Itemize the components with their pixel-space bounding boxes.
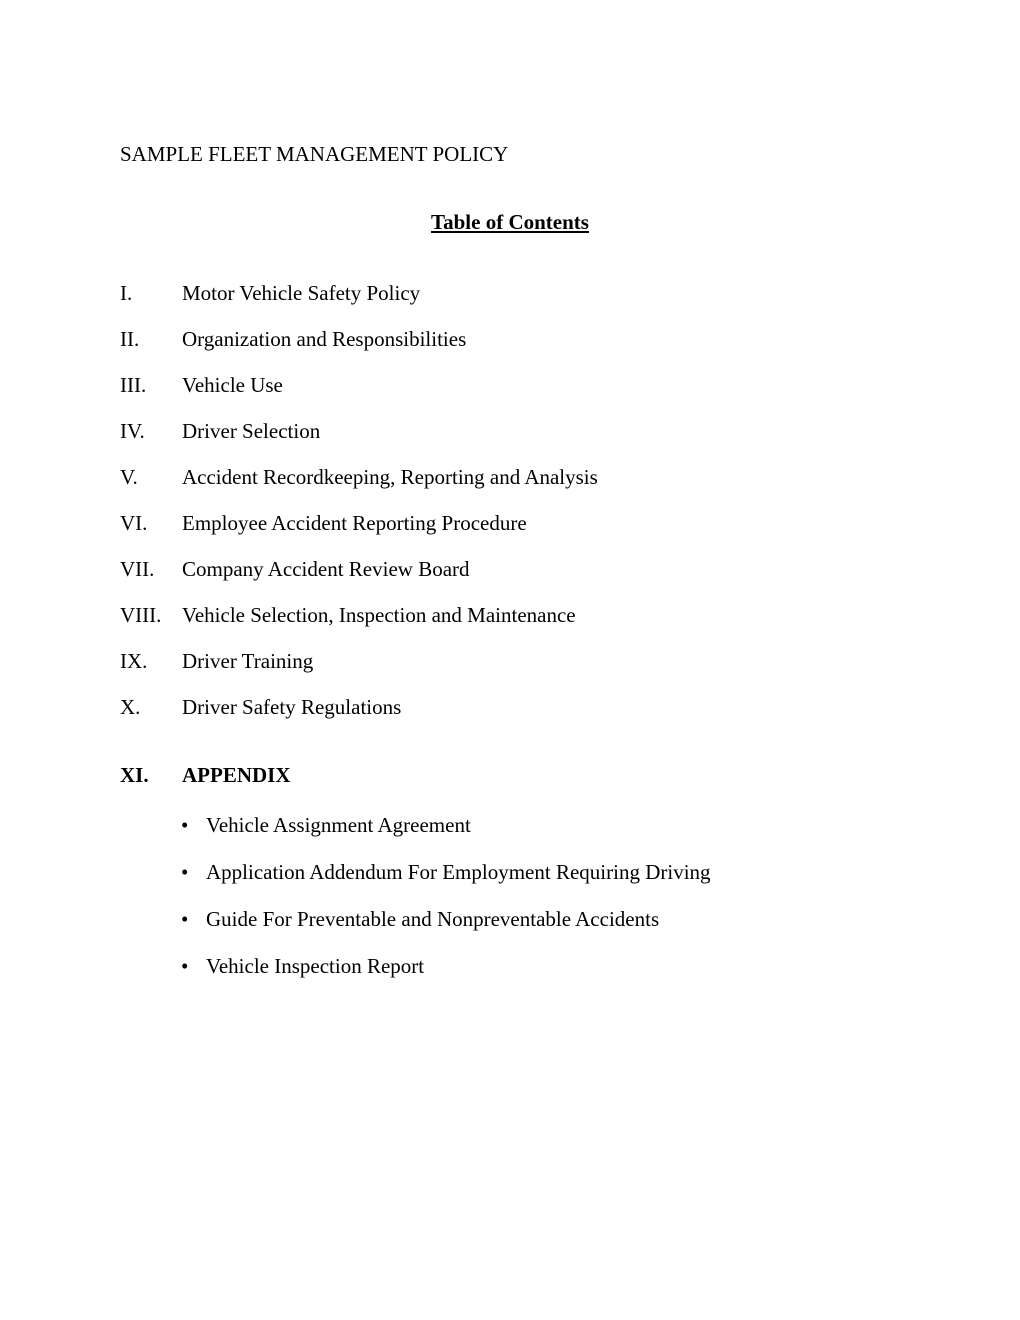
appendix-bullet-item [181, 811, 900, 839]
toc-item-title: Vehicle Use [182, 373, 283, 397]
document-content [120, 0, 900, 980]
toc-item [120, 509, 900, 537]
toc-item-title: Company Accident Review Board [182, 557, 470, 581]
appendix-bullet-item [181, 858, 900, 886]
appendix-numeral: XI. [120, 763, 149, 787]
toc-item [120, 463, 900, 491]
toc-item [120, 279, 900, 307]
toc-item [120, 417, 900, 445]
toc-item [120, 601, 900, 629]
toc-item-numeral: VII. [120, 557, 155, 581]
toc-item-title: Driver Training [182, 649, 314, 673]
toc-item-numeral: V. [120, 465, 138, 489]
toc-heading-line [120, 208, 900, 236]
toc-item [120, 371, 900, 399]
bullet-item-label: Vehicle Inspection Report [206, 954, 425, 978]
toc-item-numeral: X. [120, 695, 141, 719]
toc-item [120, 647, 900, 675]
appendix-title: APPENDIX [182, 763, 291, 787]
appendix-bullet-item [181, 905, 900, 933]
toc-item-numeral: I. [120, 281, 133, 305]
bullet-item-label: Application Addendum For Employment Requiring Driving [206, 860, 711, 884]
bullet-item-label: Vehicle Assignment Agreement [206, 813, 471, 837]
toc-item-title: Driver Selection [182, 419, 321, 443]
bullet-item-label: Guide For Preventable and Nonpreventable Accidents [206, 907, 660, 931]
toc-item [120, 555, 900, 583]
bullet-icon: • [181, 813, 189, 837]
toc-item-title: Driver Safety Regulations [182, 695, 402, 719]
toc-item-numeral: II. [120, 327, 140, 351]
toc-item [120, 325, 900, 353]
toc-item-title: Organization and Responsibilities [182, 327, 467, 351]
toc-item-title: Accident Recordkeeping, Reporting and Analysis [182, 465, 598, 489]
bullet-icon: • [181, 860, 189, 884]
toc-item-numeral: IX. [120, 649, 148, 673]
toc-item [120, 693, 900, 721]
bullet-icon: • [181, 907, 189, 931]
toc-heading: Table of Contents [431, 210, 589, 234]
document-title: SAMPLE FLEET MANAGEMENT POLICY [120, 142, 509, 166]
toc-item-numeral: III. [120, 373, 147, 397]
toc-item-numeral: VIII. [120, 603, 162, 627]
appendix-heading [120, 761, 900, 789]
toc-item-numeral: VI. [120, 511, 148, 535]
bullet-icon: • [181, 954, 189, 978]
appendix-bullet-item [181, 952, 900, 980]
toc-item-title: Employee Accident Reporting Procedure [182, 511, 527, 535]
toc-item-title: Vehicle Selection, Inspection and Maintenance [182, 603, 576, 627]
toc-item-numeral: IV. [120, 419, 145, 443]
toc-item-title: Motor Vehicle Safety Policy [182, 281, 421, 305]
